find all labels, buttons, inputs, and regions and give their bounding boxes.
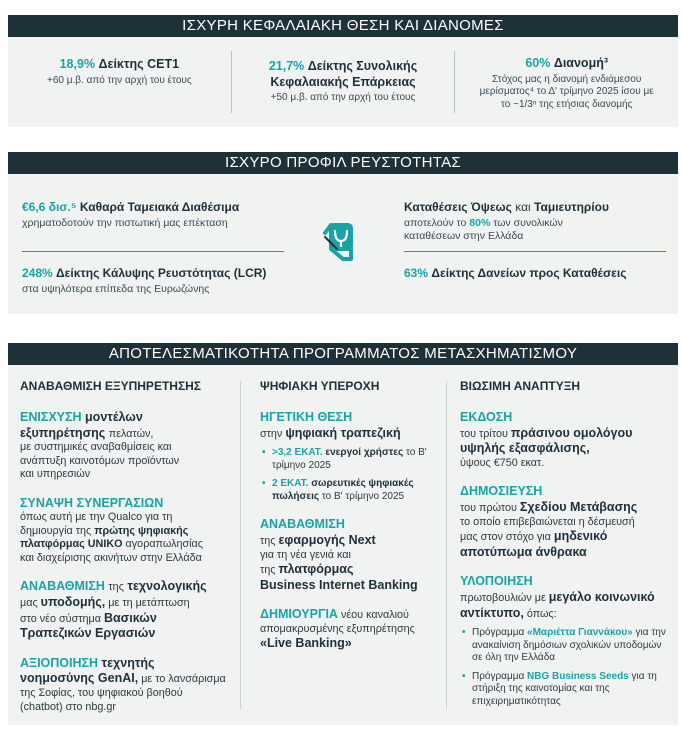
value: NBG Business Seeds bbox=[527, 670, 629, 682]
bold-text: τεχνολογικής bbox=[127, 579, 207, 594]
text: για την ανακαίνιση δημόσιων σχολικών bbox=[472, 627, 666, 651]
keyword: ΗΓΕΤΙΚΗ ΘΕΣΗ bbox=[260, 410, 353, 424]
text: αγοραπωλησίας bbox=[125, 538, 204, 551]
text: όπως: bbox=[526, 607, 557, 620]
bold-text: «Live Banking» bbox=[260, 636, 352, 651]
column-service-head: ΑΝΑΒΑΘΜΙΣΗ ΕΞΥΠΗΡΕΤΗΣΗΣ bbox=[20, 379, 202, 393]
ltd-value: 63% bbox=[404, 266, 429, 280]
bold-text: μεγάλο κοινωνικό bbox=[548, 589, 655, 604]
digital-item-live-banking bbox=[260, 607, 440, 652]
keyword: ΔΗΜΟΣΙΕΥΣΗ bbox=[460, 484, 543, 499]
bold-text: εφαρμογής Next bbox=[278, 532, 376, 547]
bold-text: νοημοσύνης GenAI, bbox=[20, 671, 139, 686]
value: «Μαριέττα Γιαννάκου» bbox=[527, 627, 633, 639]
text: μας bbox=[20, 596, 38, 609]
bold-text: ψηφιακή τραπεζική bbox=[285, 425, 401, 440]
column-sustainable bbox=[460, 365, 674, 725]
value: 2 ΕΚΑΤ. bbox=[272, 478, 309, 490]
keyword: ΥΛΟΠΟΙΗΣΗ bbox=[460, 574, 533, 589]
bold-text: μηδενικό bbox=[553, 529, 608, 544]
deposits-sub-2: καταθέσεων στην Ελλάδα bbox=[404, 230, 524, 243]
bold-text: πρώτης ψηφιακής bbox=[94, 524, 189, 537]
text: της bbox=[108, 581, 124, 594]
ltd-label: Δείκτης Δανείων προς Καταθέσεις bbox=[431, 266, 627, 280]
sustainable-item-transition bbox=[460, 484, 674, 560]
bold-text: πλατφόρμας UNIKO bbox=[20, 538, 123, 551]
text: του τρίτου bbox=[460, 427, 508, 440]
kpi-distribution-sub-2: μερίσματος⁴ το Δ' τρίμηνο 2025 ίσου με bbox=[479, 86, 654, 98]
liquidity-lcr bbox=[22, 266, 266, 296]
transformation-banner: ΑΠΟΤΕΛΕΣΜΑΤΙΚΟΤΗΤΑ ΠΡΟΓΡΑΜΜΑΤΟΣ ΜΕΤΑΣΧΗΜΑΤΙΣΜΟΥ bbox=[8, 343, 678, 365]
text: ανάπτυξη καινοτόμων προϊόντων bbox=[20, 454, 180, 467]
kpi-total-capital-label-2: Κεφαλαιακής Επάρκειας bbox=[270, 74, 416, 89]
digital-item-leadership bbox=[260, 410, 440, 441]
keyword: ΑΞΙΟΠΟΙΗΣΗ bbox=[20, 655, 99, 670]
bold-text: Business Internet Banking bbox=[260, 577, 418, 592]
column-digital-head: ΨΗΦΙΑΚΗ ΥΠΕΡΟΧΗ bbox=[260, 379, 380, 393]
deposits-pct: 80% bbox=[469, 217, 491, 229]
divider bbox=[446, 381, 447, 709]
bold-text: Σχεδίου Μετάβασης bbox=[519, 499, 638, 514]
liquidity-ltd bbox=[404, 266, 626, 281]
text: το Β' τρίμηνο 2025 bbox=[272, 447, 427, 471]
text: της bbox=[260, 534, 276, 547]
bold-text: πλατφόρμας bbox=[278, 561, 354, 576]
deposits-label-2: Ταμιευτηρίου bbox=[534, 200, 609, 214]
text: της Σοφίας, του ψηφιακού βοηθού bbox=[20, 687, 183, 700]
service-item-partnerships bbox=[20, 496, 238, 566]
transformation-panel bbox=[8, 365, 678, 725]
kpi-total-capital-label-1: Δείκτης Συνολικής bbox=[307, 59, 418, 73]
cash-label: Καθαρά Ταμειακά Διαθέσιμα bbox=[79, 200, 240, 214]
lcr-label: Δείκτης Κάλυψης Ρευστότητας (LCR) bbox=[56, 266, 267, 280]
bold-text: ενεργοί χρήστες bbox=[325, 447, 404, 459]
kpi-cet1-sub: +60 μ.β. από την αρχή του έτους bbox=[46, 74, 192, 86]
social-bullet-business-seeds bbox=[460, 671, 674, 709]
lcr-value: 248% bbox=[22, 266, 53, 280]
service-item-infrastructure bbox=[20, 579, 238, 642]
keyword: ΔΗΜΙΟΥΡΓΙΑ bbox=[260, 607, 338, 622]
sustainable-item-bond bbox=[460, 410, 674, 470]
text: (chatbot) στο nbg.gr bbox=[20, 700, 117, 713]
text: όπως αυτή με την Qualco για τη bbox=[20, 511, 173, 524]
text: για τη στήριξη της καινοτομίας και bbox=[472, 670, 657, 695]
bold-text: υψηλής εξασφάλισης, bbox=[460, 441, 590, 456]
text: ύψους €750 εκατ. bbox=[460, 456, 545, 469]
digital-item-upgrade bbox=[260, 517, 440, 593]
kpi-distribution-value: 60% bbox=[525, 56, 551, 70]
keyword: ΣΥΝΑΨΗ ΣΥΝΕΡΓΑΣΙΩΝ bbox=[20, 495, 164, 510]
text: για τη νέα γενιά και bbox=[260, 548, 351, 561]
bold-text: μοντέλων bbox=[85, 410, 143, 424]
keyword: ΕΝΙΣΧΥΣΗ bbox=[20, 410, 82, 424]
keyword: ΑΝΑΒΑΘΜΙΣΗ bbox=[260, 517, 345, 532]
service-item-ai bbox=[20, 656, 238, 714]
liquidity-banner: ΙΣΧΥΡΟ ΠΡΟΦΙΛ ΡΕΥΣΤΟΤΗΤΑΣ bbox=[8, 152, 678, 174]
social-bullet-giannakou bbox=[460, 627, 674, 665]
text: της bbox=[260, 563, 276, 576]
kpi-cet1-label: Δείκτης CET1 bbox=[98, 57, 180, 71]
bold-text: τεχνητής bbox=[101, 655, 155, 670]
text: πελατών, bbox=[108, 427, 154, 440]
column-service bbox=[20, 365, 238, 725]
bold-text: αντίκτυπο, bbox=[460, 605, 524, 620]
text: στην bbox=[260, 427, 283, 440]
kpi-total-capital-sub: +50 μ.β. από την αρχή του έτους bbox=[270, 92, 416, 104]
liquidity-deposits bbox=[404, 200, 609, 243]
kpi-distribution-label: Διανομή³ bbox=[553, 56, 609, 70]
capital-banner: ΙΣΧΥΡΗ ΚΕΦΑΛΑΙΑΚΗ ΘΕΣΗ ΚΑΙ ΔΙΑΝΟΜΕΣ bbox=[8, 15, 678, 37]
bold-text: εξυπηρέτησης bbox=[20, 425, 106, 440]
cash-sub: χρηματοδοτούν την πιστωτική μας επέκταση bbox=[22, 217, 228, 229]
kpi-distribution bbox=[455, 37, 678, 127]
bold-text: Τραπεζικών Εργασιών bbox=[20, 626, 156, 641]
divider bbox=[404, 251, 666, 252]
deposits-and: και bbox=[515, 200, 531, 214]
text: του πρώτου bbox=[460, 501, 517, 514]
text: με το λανσάρισμα bbox=[141, 673, 226, 686]
sustainable-item-social bbox=[460, 574, 674, 621]
text: με συστημικές αναβαθμίσεις και bbox=[20, 441, 172, 454]
bold-text: σωρευτικές ψηφιακές bbox=[311, 478, 414, 490]
liquidity-cash bbox=[22, 200, 239, 230]
bold-text: πράσινου ομολόγου bbox=[510, 425, 633, 440]
text: υποδομών σε όλη την Ελλάδα bbox=[472, 639, 662, 664]
deposits-sub-1b: των συνολικών bbox=[493, 217, 563, 229]
kpi-total-capital-value: 21,7% bbox=[268, 59, 305, 73]
text: και διαχείρισης ακινήτων στην Ελλάδα bbox=[20, 551, 202, 564]
bold-text: Βασικών bbox=[103, 610, 157, 625]
text: νέου καναλιού bbox=[340, 609, 409, 622]
text: μας στον στόχο για bbox=[460, 531, 551, 544]
kpi-distribution-sub-3: το ~1/3ⁿ της ετήσιας διανομής bbox=[500, 98, 633, 110]
deposits-sub-1a: αποτελούν το bbox=[404, 217, 467, 229]
bold-text: υποδομής, bbox=[40, 594, 106, 609]
text: της επιχειρηματικότητας bbox=[472, 683, 610, 707]
cash-value: €6,6 δισ.⁵ bbox=[22, 200, 77, 214]
divider bbox=[22, 251, 284, 252]
text: το οποίο επιβεβαιώνεται η δέσμευσή bbox=[460, 515, 635, 528]
lcr-sub: στα υψηλότερα επίπεδα της Ευρωζώνης bbox=[22, 283, 210, 295]
text: Πρόγραμμα bbox=[472, 670, 525, 682]
text: δημιουργία της bbox=[20, 524, 92, 537]
liquidity-panel bbox=[8, 174, 678, 314]
text: απομακρυσμένης εξυπηρέτησης bbox=[260, 622, 415, 635]
text: το Β' τρίμηνο 2025 bbox=[321, 490, 405, 502]
text: με τη μετάπτωση bbox=[108, 596, 190, 609]
column-sustainable-head: ΒΙΩΣΙΜΗ ΑΝΑΠΤΥΞΗ bbox=[460, 379, 581, 393]
digital-bullet-users bbox=[260, 447, 440, 472]
kpi-distribution-sub-1: Στόχος μας η διανομή ενδιάμεσου bbox=[492, 73, 642, 85]
digital-bullet-sales bbox=[260, 478, 440, 503]
value: >3,2 ΕΚΑΤ. bbox=[272, 447, 323, 459]
text: και υπηρεσιών bbox=[20, 468, 91, 481]
text: Πρόγραμμα bbox=[472, 627, 525, 639]
text: πρωτοβουλιών με bbox=[460, 591, 546, 604]
deposits-label-1: Καταθέσεις Όψεως bbox=[404, 200, 512, 214]
bold-text: πωλήσεις bbox=[272, 490, 320, 502]
hand-holding-coin-icon bbox=[321, 219, 357, 263]
bold-text: αποτύπωμα άνθρακα bbox=[460, 544, 587, 559]
kpi-cet1 bbox=[8, 37, 231, 127]
kpi-total-capital bbox=[232, 37, 455, 127]
keyword: ΑΝΑΒΑΘΜΙΣΗ bbox=[20, 579, 105, 594]
divider bbox=[240, 381, 241, 709]
capital-panel bbox=[8, 37, 678, 127]
text: στο νέο σύστημα bbox=[20, 612, 101, 625]
column-digital bbox=[260, 365, 440, 725]
service-item-enhance bbox=[20, 410, 238, 482]
keyword: ΕΚΔΟΣΗ bbox=[460, 410, 513, 424]
kpi-cet1-value: 18,9% bbox=[59, 57, 96, 71]
